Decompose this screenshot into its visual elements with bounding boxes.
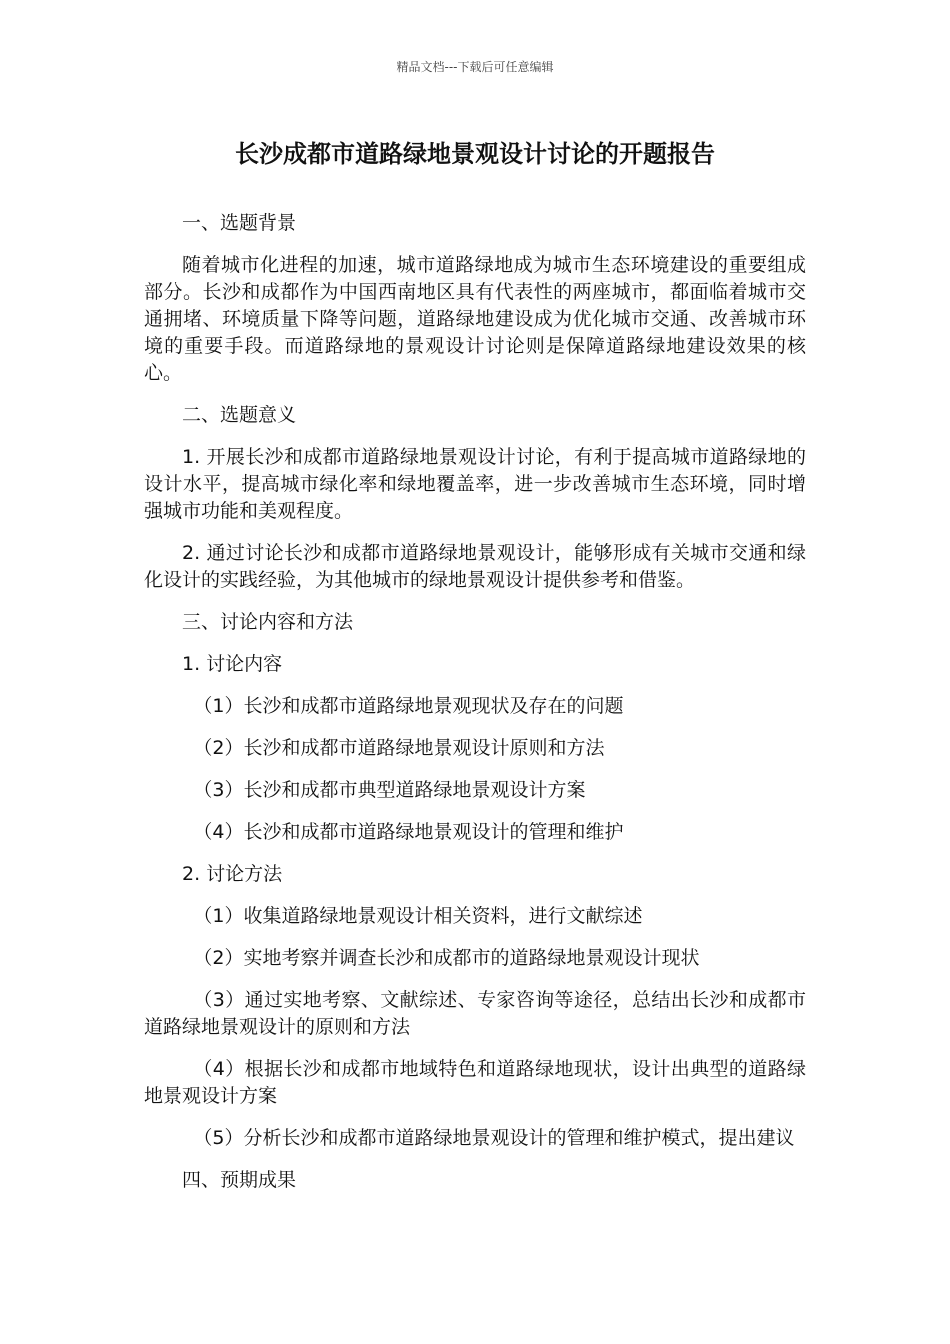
paragraph-significance-2: 2. 通过讨论长沙和成都市道路绿地景观设计，能够形成有关城市交通和绿化设计的实践经验，为其他城市的绿地景观设计提供参考和借鉴。 <box>144 542 806 591</box>
content-item-4: （4）长沙和成都市道路绿地景观设计的管理和维护 <box>193 821 624 843</box>
method-item-2: （2）实地考察并调查长沙和成都市的道路绿地景观设计现状 <box>193 947 700 969</box>
paragraph-significance-1: 1. 开展长沙和成都市道路绿地景观设计讨论，有利于提高城市道路绿地的设计水平，提高城市绿化率和绿地覆盖率，进一步改善城市生态环境，同时增强城市功能和美观程度。 <box>144 446 806 522</box>
document-title: 长沙成都市道路绿地景观设计讨论的开题报告 <box>235 140 715 168</box>
method-item-3: （3）通过实地考察、文献综述、专家咨询等途径，总结出长沙和成都市道路绿地景观设计的原则和方法 <box>144 989 806 1038</box>
document-body <box>144 210 806 1209</box>
paragraph-background: 随着城市化进程的加速，城市道路绿地成为城市生态环境建设的重要组成部分。长沙和成都作为中国西南地区具有代表性的两座城市，都面临着城市交通拥堵、环境质量下降等问题，道路绿地建设成为优化城市交通、改善城市环境的重要手段。而道路绿地的景观设计讨论则是保障道路绿地建设效果的核心。 <box>144 254 806 384</box>
section-heading-significance: 二、选题意义 <box>182 404 297 426</box>
section-heading-background: 一、选题背景 <box>182 212 297 234</box>
method-item-5: （5）分析长沙和成都市道路绿地景观设计的管理和维护模式，提出建议 <box>193 1127 795 1149</box>
section-heading-content-methods: 三、讨论内容和方法 <box>182 611 354 633</box>
content-item-2: （2）长沙和成都市道路绿地景观设计原则和方法 <box>193 737 605 759</box>
method-item-4: （4）根据长沙和成都市地域特色和道路绿地现状，设计出典型的道路绿地景观设计方案 <box>144 1058 806 1107</box>
header-note: 精品文档---下载后可任意编辑 <box>396 60 554 74</box>
section-heading-expected-results: 四、预期成果 <box>182 1169 297 1191</box>
content-item-3: （3）长沙和成都市典型道路绿地景观设计方案 <box>193 779 586 801</box>
content-item-1: （1）长沙和成都市道路绿地景观现状及存在的问题 <box>193 695 624 717</box>
subheading-methods: 2. 讨论方法 <box>182 863 283 885</box>
subheading-content: 1. 讨论内容 <box>182 653 283 675</box>
method-item-1: （1）收集道路绿地景观设计相关资料，进行文献综述 <box>193 905 643 927</box>
